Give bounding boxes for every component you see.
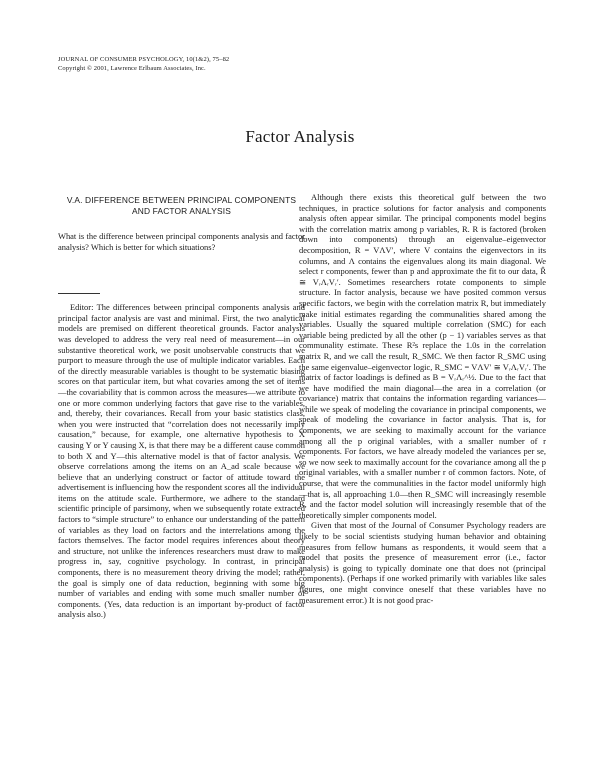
reader-question: What is the difference between principal components analysis and factor analysis? Which is better for which situations? — [58, 231, 305, 252]
article-title: Factor Analysis — [245, 127, 355, 146]
body-paragraph-2: Given that most of the Journal of Consumer Psychology readers are likely to be social scientists studying human behavior and obtaining measures from fellow humans as respondents, it would seem that a model that posits the presence of measurement error (i.e., factor analysis) is going to typically dominate one that does not (principal components). (Perhaps if one worked primarily with variables like sales figures, one might convince oneself that these variables have no measurement error.) It is not good prac- — [299, 520, 546, 605]
copyright-notice: Copyright © 2001, Lawrence Erlbaum Associates, Inc. — [58, 64, 206, 72]
left-column — [58, 192, 305, 620]
journal-header — [58, 56, 358, 73]
question-divider — [58, 293, 100, 294]
journal-citation: JOURNAL OF CONSUMER PSYCHOLOGY, 10(1&2), 75–82 — [58, 56, 230, 63]
body-paragraph-1: Although there exists this theoretical gulf between the two techniques, in practice solutions for factor analysis and components analysis often appear similar. The principal components model begins with the correlation matrix among p variables, R. R is factored (broken down into components) through an eigenvalue–eigenvector decomposition, R = VΛV′, where V contains the eigenvectors in its columns, and Λ contains the eigenvalues along its main diagonal. We select r components, fewer than p and approximate the fit to our data, R̂ ≅ VᵣΛᵣVᵣ′. Sometimes researchers rotate components to simple structure. In factor analysis, because we have posited common versus specific factors, we begin with the correlation matrix R, but immediately make initial estimates regarding the communalities shared among the variables. Usually the squared multiple correlation (SMC) for each variable being predicted by all the other (p − 1) variables serves as that communality estimate. These R²s replace the 1.0s in the correlation matrix R, and we call the result, R_SMC. We then factor R_SMC using the same eigenvalue–eigenvector logic, R_SMC = VΛV′ ≅ VᵣΛᵣVᵣ′. The matrix of factor loadings is defined as B = VᵣΛᵣ^½. Due to the fact that we have modified the main diagonal—the area in a correlation (or covariance) matrix that contains the information regarding variances—while we speak of modeling the covariance in principal components, we speak of modeling the covariance in factor analysis. That is, for components, we are seeking to maximally account for the variance among all the p original variables, with a smaller number of r components. For factors, we have already modeled the variances per se, so we now seek to maximally account for the covariance among all the p original variables, with a smaller number r of common factors. Note, of course, that were the communalities in the factor model uniformly high—that is, all approaching 1.0—then R_SMC will increasingly resemble R, and the factor model solution will increasingly resemble that of the theoretically simpler components model. — [299, 192, 546, 520]
right-column — [299, 192, 546, 605]
editor-answer: Editor: The differences between principal components analysis and principal factor analysis are vast and minimal. First, the two analytical models are premised on different theoretical grounds. Factor analysis was developed to address the very real need of measurement—in our substantive theoretical work, we posit unobservable constructs that we purport to measure through the use of multiple indicator variables. Each of the directly measurable variables is thought to be systematic biasing scores on that particular item, but what covaries among the set of items—the covariability that is common across the measures—we attribute to one or more common underlying factors that gave rise to the variables, and, thereby, their covariances. Recall from your basic statistics class, when you were instructed that “correlation does not necessarily imply causation,” because, for example, one alternative hypothesis to X causing Y or Y causing X, is that there may be a different cause common to both X and Y—this alternative model is that of factor analysis. We observe correlations among the items on an A_ad scale because we believe that an underlying construct or factor of attitude toward the advertisement is influencing how the respondent scores all the individual items on the attitude scale. Furthermore, we adhere to the standard scientific principle of parsimony, when we subsequently rotate extracted factors to “simple structure” to enhance our understanding of the pattern of variables as they load on factors and the interrelations among the factors themselves. The factor model requires inferences about theory and structure, not unlike the inferences researchers must draw to make progress in, say, cognitive psychology. In contrast, in principal components, there is no measurement theory driving the model; rather, the goal is simply one of data reduction, beginning with some big number of variables and ending with some much smaller number of components. (Yes, data reduction is an important by-product of factor analysis also.) — [58, 302, 305, 620]
section-heading: V.A. DIFFERENCE BETWEEN PRINCIPAL COMPONENTS AND FACTOR ANALYSIS — [66, 195, 297, 216]
